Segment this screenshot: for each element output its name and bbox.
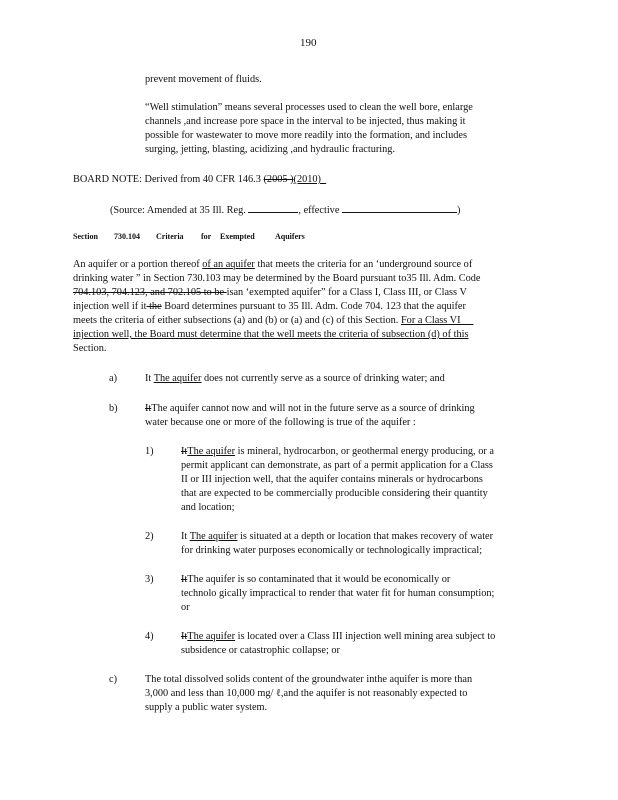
item-b2-line-2: for drinking water purposes economically or technologically impractical; xyxy=(181,545,483,556)
stim-line-2: channels ,and increase pore space in the interval to be injected, thus making it xyxy=(145,116,466,127)
para-line-3: 704.103, 704.123, and 702.105 to be isan ‘exempted aquifer” for a Class I, Class III, or Class V xyxy=(73,287,467,298)
intro-line: prevent movement of fluids. xyxy=(145,74,262,85)
struck-text: It xyxy=(181,631,188,642)
para-line-5: meets the criteria of either subsections (a) and (b) or (a) and (c) of this Section. For a Class VI xyxy=(73,315,461,326)
item-c-line-1: The total dissolved solids content of the groundwater inthe aquifer is more than xyxy=(145,674,473,685)
para-line-1: An aquifer or a portion thereof of an aquifer that meets the criteria for an ‘underground source of xyxy=(73,259,473,270)
item-b1-line-5: and location; xyxy=(181,502,235,513)
section-title-word: for xyxy=(201,232,212,241)
struck-text: It xyxy=(181,446,188,457)
item-c-label: c) xyxy=(109,674,117,685)
source-text: (Source: Amended at 35 Ill. Reg. xyxy=(110,205,246,216)
inserted-text: The aquifer xyxy=(187,446,236,457)
inserted-text: For a Class VI xyxy=(400,315,461,326)
stim-line-4: surging, jetting, blasting, acidizing ,and hydraulic fracturing. xyxy=(145,144,396,155)
reg-blank xyxy=(248,202,298,213)
inserted-text: of an aquifer xyxy=(202,259,255,270)
item-b2-line-1: It The aquifer is situated at a depth or location that makes recovery of water xyxy=(181,531,494,542)
struck-text: It xyxy=(145,403,152,414)
item-b1-label: 1) xyxy=(145,446,154,457)
item-b4-line-1: ItThe aquifer is located over a Class III injection well mining area subject to xyxy=(181,631,496,642)
item-b1-line-1: ItThe aquifer is mineral, hydrocarbon, or geothermal energy producing, or a xyxy=(181,446,494,457)
item-b3-line-1: ItThe aquifer is so contaminated that it would be economically or xyxy=(181,574,451,585)
item-b1-line-4: that are expected to be commercially producible considering their quantity xyxy=(181,488,488,499)
section-title-word: Criteria xyxy=(156,232,184,241)
item-b-label: b) xyxy=(109,403,118,414)
para-line-6: injection well, the Board must determine that the well meets the criteria of subsection (d) of this xyxy=(73,329,469,340)
board-note-struck: (2005 ) xyxy=(263,174,294,185)
page-number: 190 xyxy=(300,37,317,49)
item-b1-line-3: II or III injection well, that the aquifer contains minerals or hydrocarbons xyxy=(181,474,483,485)
item-c-line-2: 3,000 and less than 10,000 mg/ ℓ,and the aquifer is not reasonably expected to xyxy=(145,688,468,699)
section-code: 730.104 xyxy=(114,232,140,241)
item-b4-line-2: subsidence or catastrophic collapse; or xyxy=(181,645,340,656)
item-b4-label: 4) xyxy=(145,631,154,642)
section-title-word: Exempted xyxy=(220,232,255,241)
struck-text: It xyxy=(181,574,188,585)
item-b2-label: 2) xyxy=(145,531,154,542)
para-line-2: drinking water ” in Section 730.103 may be determined by the Board pursuant to35 Ill. Adm. Code xyxy=(73,273,481,284)
item-b-line-2: water because one or more of the following is true of the aquifer : xyxy=(145,417,416,428)
item-b3-line-2: technolo gically impractical to render that water fit for human consumption; xyxy=(181,588,495,599)
source-effective: , effective xyxy=(298,205,340,216)
item-b3-line-3: or xyxy=(181,602,190,613)
board-note-added: (2010) xyxy=(293,174,321,185)
item-b1-line-2: permit applicant can demonstrate, as part of a permit application for a Class xyxy=(181,460,493,471)
item-a-text: It The aquifer does not currently serve as a source of drinking water; and xyxy=(145,373,445,384)
inserted-text: The aquifer xyxy=(187,631,236,642)
item-a-label: a) xyxy=(109,373,117,384)
para-line-7: Section. xyxy=(73,343,107,354)
para-line-4: injection well if it the Board determines pursuant to 35 Ill. Adm. Code 704. 123 that the aquifer xyxy=(73,301,466,312)
stim-line-3: possible for wastewater to move more readily into the formation, and includes xyxy=(145,130,467,141)
section-title-word: Aquifers xyxy=(275,232,305,241)
item-b3-label: 3) xyxy=(145,574,154,585)
section-label: Section xyxy=(73,232,98,241)
item-b-line-1: ItThe aquifer cannot now and will not in the future serve as a source of drinking xyxy=(145,403,475,414)
source-line xyxy=(110,202,460,218)
board-note-text: BOARD NOTE: Derived from 40 CFR 146.3 xyxy=(73,174,261,185)
stim-line-1: “Well stimulation” means several processes used to clean the well bore, enlarge xyxy=(145,102,473,113)
item-c-line-3: supply a public water system. xyxy=(145,702,268,713)
struck-text: the xyxy=(146,301,162,312)
inserted-text: The aquifer xyxy=(189,531,238,542)
struck-text: 704.103, 704.123, and 702.105 to be xyxy=(73,287,227,298)
effective-blank xyxy=(342,202,457,213)
source-close: ) xyxy=(456,205,461,216)
board-note xyxy=(73,173,326,187)
inserted-text: The aquifer xyxy=(153,373,202,384)
